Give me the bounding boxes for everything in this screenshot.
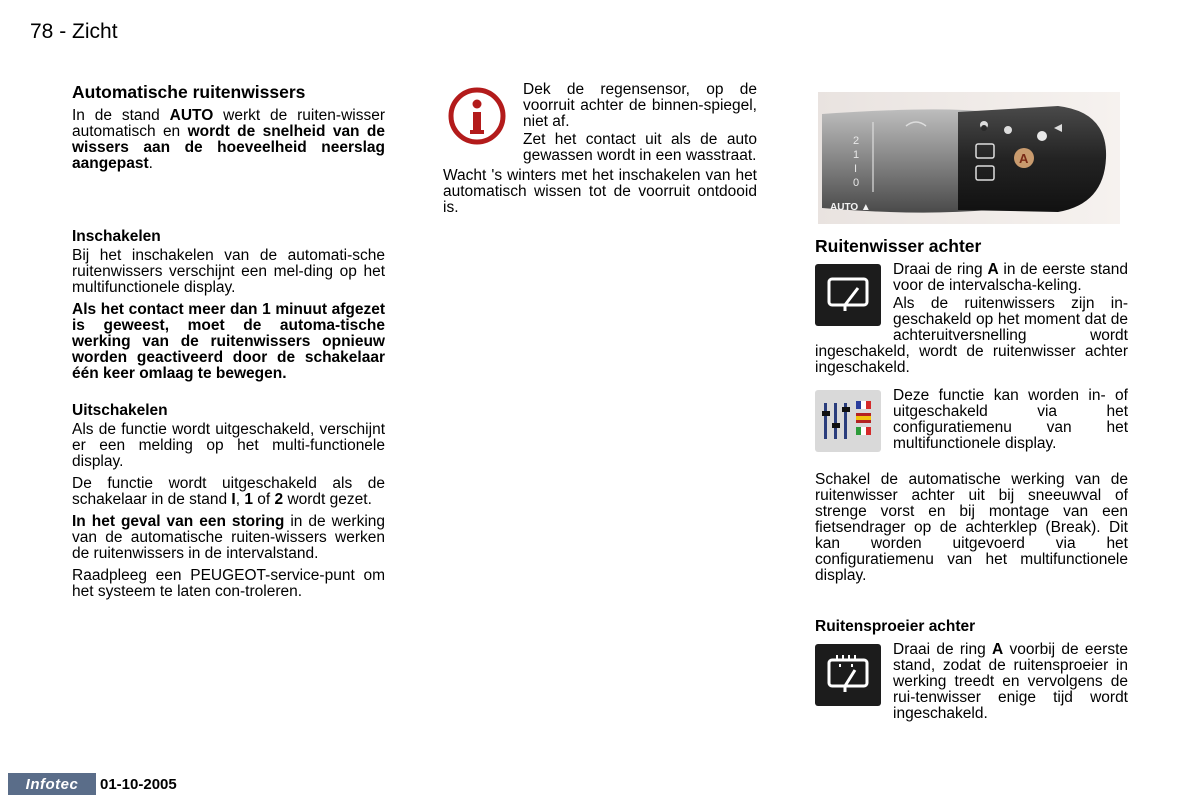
position-1-label: 1 [853, 149, 860, 161]
page-number: 78 [30, 20, 54, 43]
rear-washer-icon [815, 644, 881, 706]
off-text-b: wordt gezet. [283, 491, 372, 508]
switch-on-warning [72, 302, 385, 382]
switch-on-heading: Inschakelen [72, 228, 161, 245]
warn-carwash-text: Zet het contact uit als de auto gewassen wordt in een wasstraat. [523, 131, 757, 164]
position-2-label: 2 [853, 135, 860, 147]
malfunction-text [72, 514, 385, 562]
sep: , [235, 491, 245, 508]
auto-wipers-intro [72, 108, 385, 172]
switch-on-text: Bij het inschakelen van de automati-sche ruitenwissers verschijnt een mel-ding op het multifunctionele display. [72, 247, 385, 296]
washer-text-b: voorbij de eerste stand, zodat de ruitensproeier in werking treedt en vervolgens de rui-tenwisser enige tijd wordt ingeschakeld. [893, 641, 1128, 722]
malfunction-bold: In het geval van een storing [72, 513, 285, 530]
ring-a: A [987, 261, 999, 278]
off-text-a: De functie wordt uitgeschakeld als de schakelaar in de stand [72, 475, 385, 508]
position-I-label: I [854, 163, 858, 175]
column-right [815, 236, 1128, 728]
switch-off-heading: Uitschakelen [72, 402, 168, 419]
column-left [72, 82, 385, 606]
rear-washer-heading: Ruitensproeier achter [815, 618, 976, 635]
disable-text: Schakel de automatische werking van de ruitenwisser achter uit bij sneeuwval of strenge vorst en bij montage van een fietsendrager op de achterklep (Break). Dit kan worden uitgevoerd via het configuratiemenu van het multifunctionele display. [815, 471, 1128, 584]
page-header [30, 20, 118, 44]
auto-wipers-title: Automatische ruitenwissers [72, 82, 306, 102]
switch-off-text-1: Als de functie wordt uitgeschakeld, verschijnt er een melding op het multi-functionele display. [72, 421, 385, 470]
auto-label: AUTO ▲ [830, 202, 871, 213]
intro-end: . [148, 155, 153, 172]
information-icon [447, 86, 507, 150]
footer-date: 01-10-2005 [100, 776, 177, 793]
position-I: I [231, 491, 236, 508]
config-text: Deze functie kan worden in- of uitgeschakeld via het configuratiemenu van het multifunctionele display. [893, 387, 1128, 452]
ring-a: A [991, 641, 1004, 658]
sep: of [252, 491, 275, 508]
position-1: 1 [244, 491, 253, 508]
intro-text: In de stand [72, 107, 170, 124]
rear-text-a: Draai de ring [893, 261, 988, 278]
wiper-stalk-illustration [818, 92, 1120, 224]
position-0-label: 0 [853, 177, 860, 189]
infotec-logo: Infotec [8, 773, 96, 795]
switch-on-warning-bold: Als het contact meer dan 1 minuut afgezet is geweest, moet de automa-tische werking van de ruitenwissers opnieuw worden geactiveerd door de schakelaar één keer omlaag te bewegen. [72, 301, 385, 382]
header-separator: - [59, 20, 73, 43]
rear-text-b: in de eerste stand voor de intervalscha-keling. [893, 261, 1129, 294]
intro-auto: AUTO [169, 107, 214, 124]
section-title: Zicht [72, 20, 118, 43]
intro-text-2: werkt de ruiten-wisser automatisch en [72, 107, 385, 140]
washer-text-a: Draai de ring [893, 641, 992, 658]
rear-wiper-title: Ruitenwisser achter [815, 236, 982, 256]
position-2: 2 [274, 491, 284, 508]
rear-wiper-text-2: Als de ruitenwissers zijn in-geschakeld op het moment dat de achteruitversnelling wordt ingeschakeld, wordt de ruitenwisser achter ingeschakeld. [815, 295, 1128, 376]
column-middle [443, 82, 757, 222]
switch-off-text-2 [72, 476, 385, 508]
service-text: Raadpleeg een PEUGEOT-service-punt om het systeem te laten con-troleren. [72, 567, 385, 600]
configuration-menu-icon [815, 390, 881, 452]
intro-bold: wordt de snelheid van de wissers aan de hoeveelheid neerslag aangepast [72, 123, 385, 172]
warn-winter-text: Wacht 's winters met het inschakelen van het automatisch wissen tot de voorruit ontdooid is. [443, 167, 757, 216]
warn-sensor-text: Dek de regensensor, op de voorruit achter de binnen-spiegel, niet af. [523, 81, 757, 130]
rear-wiper-icon [815, 264, 881, 326]
ring-a-label: A [1019, 151, 1029, 166]
malfunction-rest: in de werking van de automatische ruiten-wissers werken de ruitenwissers in de intervalstand. [72, 513, 385, 562]
